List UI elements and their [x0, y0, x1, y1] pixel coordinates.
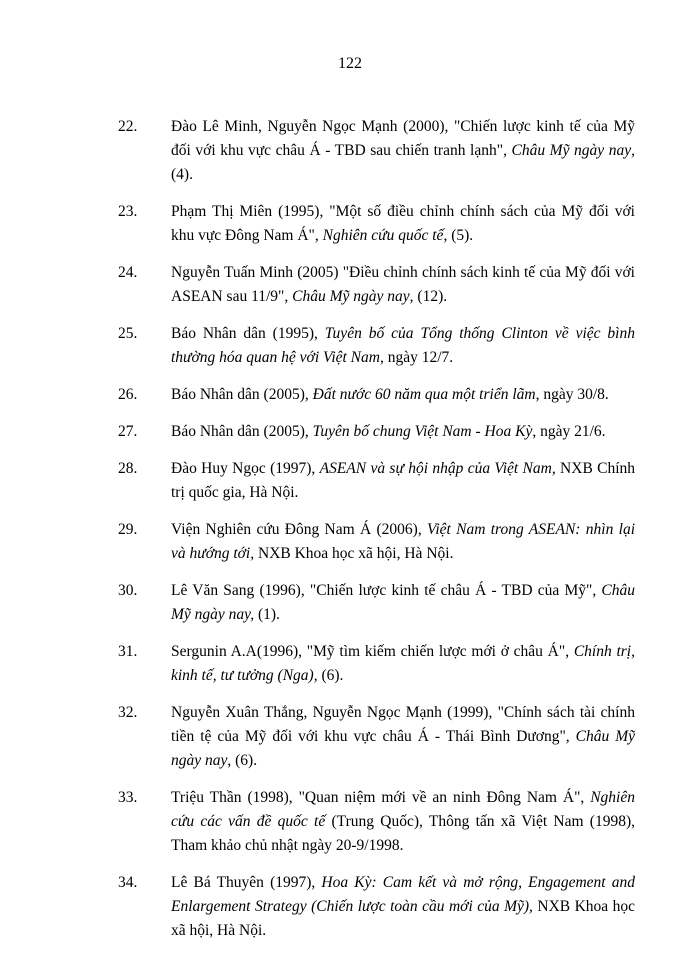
reference-item — [118, 420, 635, 444]
reference-title: Tuyên bố chung Việt Nam - Hoa Kỳ — [312, 423, 533, 440]
reference-text: Lê Bá Thuyên (1997), — [171, 874, 322, 891]
reference-title: Nghiên cứu quốc tế — [322, 227, 444, 244]
reference-item — [118, 786, 635, 858]
reference-title: Châu Mỹ ngày nay — [511, 142, 632, 159]
reference-title: Châu Mỹ ngày nay — [171, 728, 635, 769]
reference-number: 22. — [118, 118, 138, 135]
reference-item — [118, 261, 635, 309]
reference-text: , (4). — [171, 142, 635, 183]
page-number: 122 — [338, 55, 362, 72]
reference-text: NXB Chính trị quốc gia, Hà Nội. — [171, 460, 636, 501]
reference-text: , (6). — [227, 752, 258, 769]
reference-number: 31. — [118, 643, 138, 660]
reference-text: Nguyễn Tuấn Minh (2005) "Điều chỉnh chính sách kinh tế của Mỹ đối với ASEAN sau 11/9", — [171, 264, 635, 305]
reference-text: NXB Khoa học xã hội, Hà Nội. — [254, 545, 454, 562]
reference-text: Đào Huy Ngọc (1997), — [171, 460, 320, 477]
reference-number: 32. — [118, 704, 138, 721]
reference-number: 26. — [118, 386, 138, 403]
reference-number: 23. — [118, 203, 138, 220]
reference-number: 25. — [118, 325, 138, 342]
reference-title: Tuyên bố của Tổng thống Clinton về việc bình thường hóa quan hệ với Việt Nam — [171, 325, 635, 366]
reference-text: , (12). — [409, 288, 448, 305]
reference-item — [118, 701, 635, 773]
reference-title: Nghiên cứu các vấn đề quốc tế — [171, 789, 635, 830]
reference-title: Đất nước 60 năm qua một triển lãm — [312, 386, 536, 403]
reference-title: Hoa Kỳ: Cam kết và mở rộng, Engagement and Enlargement Strategy (Chiến lược toàn cầu mới của Mỹ), — [171, 874, 635, 915]
reference-text: (Trung Quốc), Thông tấn xã Việt Nam (1998), Tham khảo chủ nhật ngày 20-9/1998. — [171, 813, 635, 854]
reference-text: Đào Lê Minh, Nguyễn Ngọc Mạnh (2000), "Chiến lược kinh tế của Mỹ đối với khu vực châu Á - TBD sau chiến tranh lạnh", — [171, 118, 635, 159]
reference-title: Châu Mỹ ngày nay — [292, 288, 410, 305]
reference-item — [118, 640, 635, 688]
reference-text: , ngày 12/7. — [379, 349, 454, 366]
reference-text: Lê Văn Sang (1996), "Chiến lược kinh tế châu Á - TBD của Mỹ", — [171, 582, 602, 599]
reference-text: (1). — [254, 606, 280, 623]
reference-text: , ngày 21/6. — [532, 423, 606, 440]
reference-item — [118, 383, 635, 407]
reference-item — [118, 457, 635, 505]
reference-number: 30. — [118, 582, 138, 599]
reference-text: , (5). — [443, 227, 474, 244]
reference-item — [118, 579, 635, 627]
reference-text: Phạm Thị Miên (1995), "Một số điều chỉnh chính sách của Mỹ đối với khu vực Đông Nam Á", — [171, 203, 635, 244]
reference-text: (6). — [317, 667, 344, 684]
reference-text: Báo Nhân dân (2005), — [171, 386, 313, 403]
reference-text: Triệu Thần (1998), "Quan niệm mới về an ninh Đông Nam Á", — [171, 789, 591, 806]
reference-text: NXB Khoa học xã hội, Hà Nội. — [171, 898, 635, 939]
reference-title: Châu Mỹ ngày nay, — [171, 582, 635, 623]
reference-item — [118, 518, 635, 566]
reference-text: Báo Nhân dân (1995), — [171, 325, 325, 342]
reference-number: 33. — [118, 789, 138, 806]
reference-text: Báo Nhân dân (2005), — [171, 423, 313, 440]
reference-text: Nguyễn Xuân Thắng, Nguyễn Ngọc Mạnh (1999), "Chính sách tài chính tiền tệ của Mỹ đối với khu vực châu Á - Thái Bình Dương", — [171, 704, 635, 745]
reference-item — [118, 115, 635, 187]
reference-text: Viện Nghiên cứu Đông Nam Á (2006), — [171, 521, 428, 538]
reference-title: ASEAN và sự hội nhập của Việt Nam, — [319, 460, 556, 477]
reference-number: 34. — [118, 874, 138, 891]
reference-number: 28. — [118, 460, 138, 477]
reference-number: 27. — [118, 423, 138, 440]
reference-list — [118, 115, 635, 956]
reference-item — [118, 200, 635, 248]
reference-item — [118, 871, 635, 943]
reference-text: , ngày 30/8. — [535, 386, 609, 403]
reference-title: Việt Nam trong ASEAN: nhìn lại và hướng tới, — [171, 521, 635, 562]
reference-number: 24. — [118, 264, 138, 281]
reference-item — [118, 322, 635, 370]
reference-text: Sergunin A.A(1996), "Mỹ tìm kiếm chiến lược mới ở châu Á", — [171, 643, 574, 660]
reference-title: Chính trị, kinh tế, tư tưởng (Nga), — [171, 643, 635, 684]
reference-number: 29. — [118, 521, 138, 538]
